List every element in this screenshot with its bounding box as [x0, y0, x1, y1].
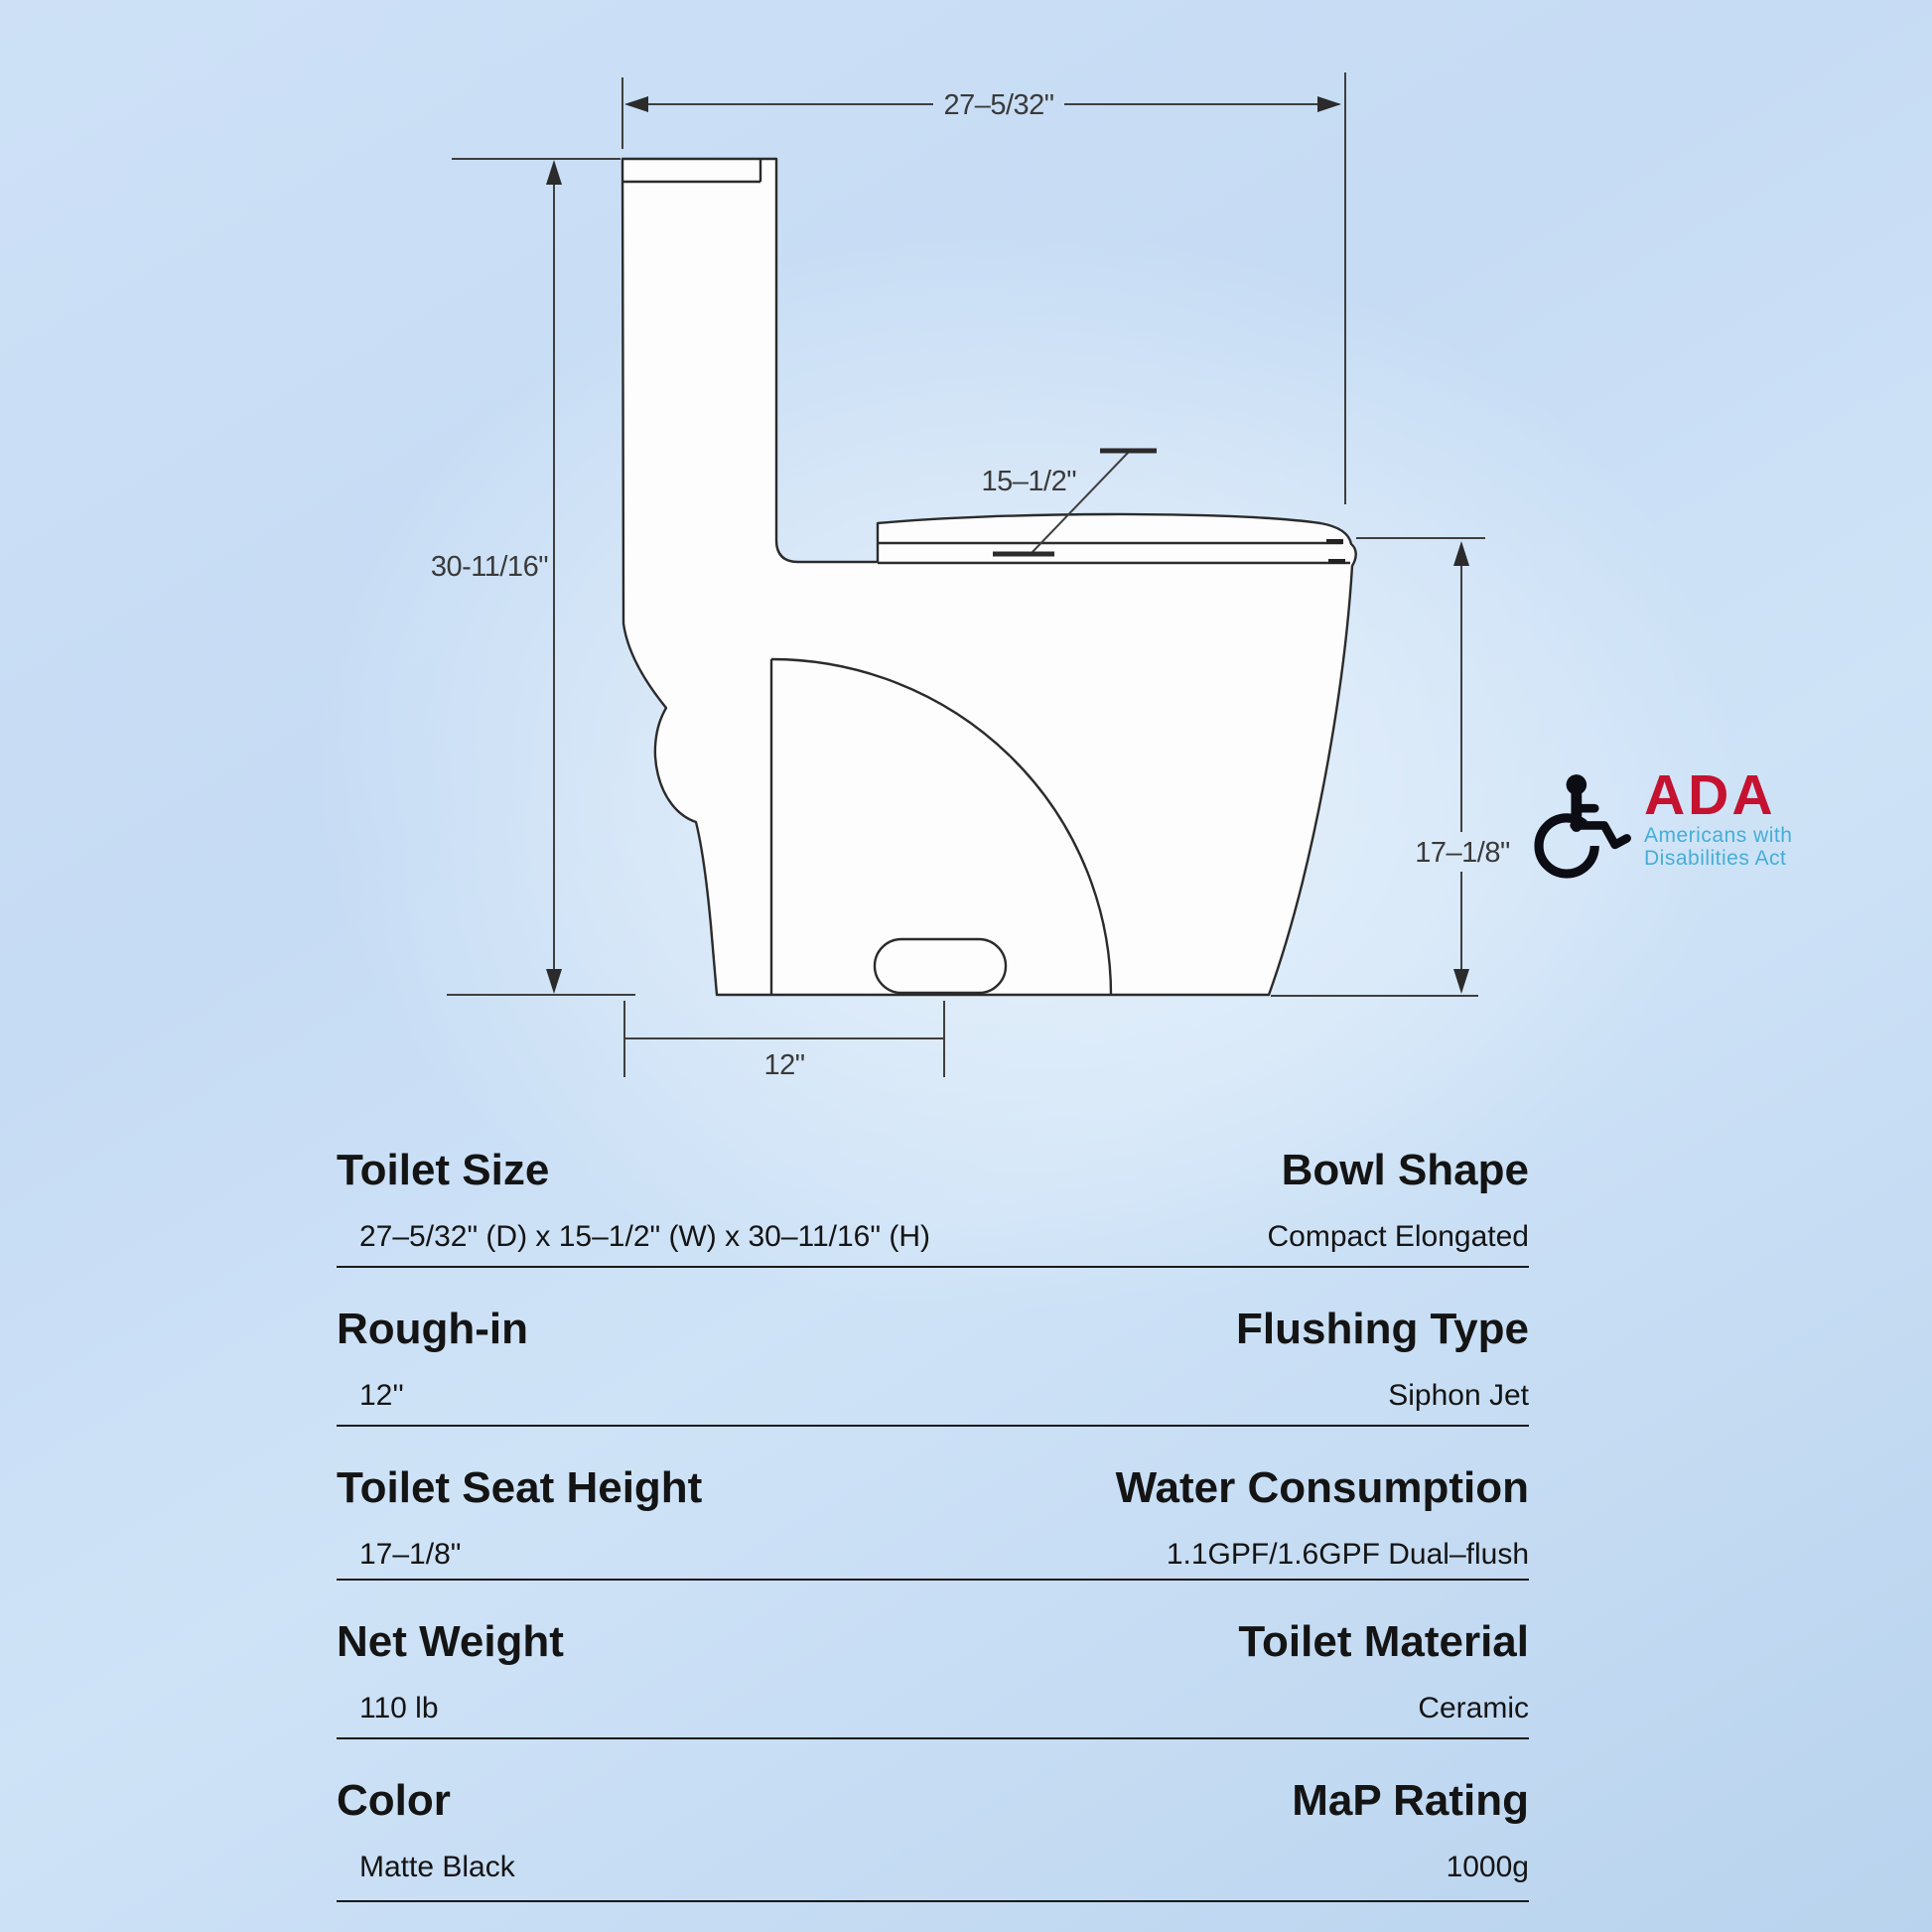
spec-value-toilet-size: 27–5/32" (D) x 15–1/2" (W) x 30–11/16" (H) [359, 1220, 930, 1253]
arrow-down-icon [1453, 969, 1469, 994]
toilet-side-view [622, 159, 1356, 995]
spec-row-color-map [337, 1739, 1529, 1902]
wheelchair-icon [1525, 772, 1632, 894]
spec-label-flushing-type: Flushing Type [1236, 1305, 1529, 1353]
dimension-seat-height [1356, 538, 1510, 994]
ada-subtitle-line1: Americans with [1644, 824, 1793, 847]
arrow-up-icon [1453, 541, 1469, 566]
spec-label-water-consumption: Water Consumption [1115, 1463, 1529, 1512]
spec-label-toilet-material: Toilet Material [1238, 1617, 1529, 1666]
spec-row-weight-material [337, 1581, 1529, 1739]
arrow-up-icon [546, 160, 562, 185]
dimension-rough-in [624, 1001, 944, 1081]
spec-value-flushing-type: Siphon Jet [1388, 1379, 1529, 1412]
arrow-right-icon [1317, 96, 1341, 112]
dimension-label-seat-height: 17–1/8" [1415, 837, 1510, 869]
spec-value-map-rating: 1000g [1446, 1851, 1529, 1883]
ada-badge [1525, 763, 1853, 905]
spec-value-toilet-material: Ceramic [1418, 1692, 1529, 1725]
spec-label-rough-in: Rough-in [337, 1305, 529, 1353]
dimension-label-top-width: 27–5/32" [943, 89, 1054, 121]
dimension-label-rough-in: 12" [763, 1049, 805, 1081]
spec-label-net-weight: Net Weight [337, 1617, 564, 1666]
arrow-down-icon [546, 969, 562, 994]
spec-label-toilet-size: Toilet Size [337, 1146, 550, 1194]
arrow-left-icon [624, 96, 648, 112]
spec-label-color: Color [337, 1776, 451, 1825]
spec-label-seat-height: Toilet Seat Height [337, 1463, 703, 1512]
ada-subtitle-line2: Disabilities Act [1644, 847, 1787, 870]
spec-label-map-rating: MaP Rating [1292, 1776, 1529, 1825]
seat-hinge-tick-top [1326, 539, 1343, 544]
ada-title: ADA [1644, 763, 1776, 827]
spec-row-size-shape [337, 1109, 1529, 1268]
ada-text-block [1644, 763, 1793, 870]
dimension-left-height [431, 159, 621, 994]
spec-value-color: Matte Black [359, 1851, 515, 1883]
dimension-label-seat-depth: 15–1/2" [981, 466, 1076, 497]
spec-value-bowl-shape: Compact Elongated [1267, 1220, 1529, 1253]
spec-value-seat-height: 17–1/8" [359, 1538, 462, 1571]
spec-value-water-consumption: 1.1GPF/1.6GPF Dual–flush [1166, 1538, 1529, 1571]
spec-value-rough-in: 12'' [359, 1379, 404, 1412]
dimension-label-height: 30-11/16" [430, 551, 548, 583]
spec-row-roughin-flushing [337, 1268, 1529, 1427]
seat-hinge-tick-bottom [1328, 559, 1345, 564]
spec-table [337, 1109, 1529, 1902]
spec-label-bowl-shape: Bowl Shape [1281, 1146, 1529, 1194]
spec-row-seatheight-water [337, 1427, 1529, 1581]
spec-value-net-weight: 110 lb [359, 1692, 439, 1725]
toilet-body-outline [622, 159, 1356, 995]
